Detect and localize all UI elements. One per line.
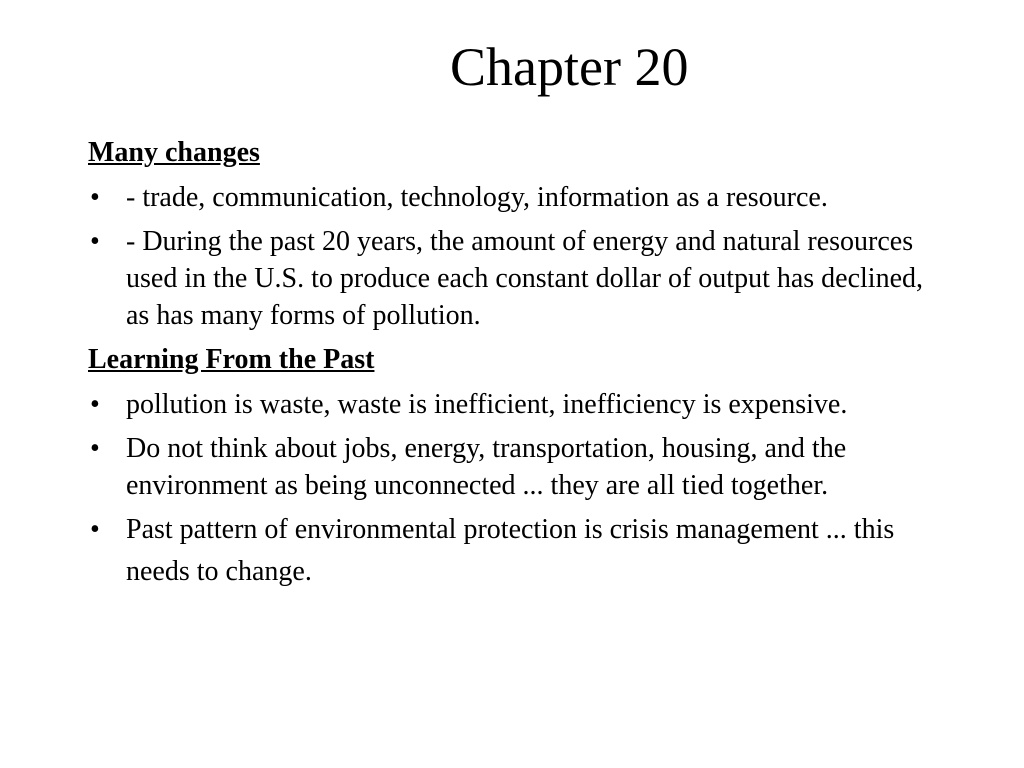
bullet-marker: • <box>90 226 100 257</box>
bullet-marker: • <box>90 182 100 213</box>
section-heading-many-changes: Many changes <box>88 137 260 168</box>
bullet-item <box>88 179 948 216</box>
bullet-item <box>88 509 948 593</box>
bullet-text: Past pattern of environmental protection is crisis management ... this needs to change. <box>126 514 895 587</box>
bullet-item <box>88 430 948 504</box>
bullet-text: - During the past 20 years, the amount of energy and natural resources used in the U.S. to produce each constant dollar of output has declined, as has many forms of pollution. <box>126 226 924 331</box>
bullet-marker: • <box>90 389 100 420</box>
bullet-text: Do not think about jobs, energy, transportation, housing, and the environment as being unconnected ... they are all tied together. <box>126 433 847 501</box>
section-heading-learning-from-the-past: Learning From the Past <box>88 344 375 375</box>
bullet-item <box>88 386 948 423</box>
bullet-text: - trade, communication, technology, information as a resource. <box>126 182 828 213</box>
bullet-text: pollution is waste, waste is inefficient, inefficiency is expensive. <box>126 389 848 420</box>
slide-title: Chapter 20 <box>450 37 689 97</box>
bullet-marker: • <box>90 433 100 464</box>
slide-body <box>88 134 948 600</box>
bullet-marker: • <box>90 514 100 545</box>
bullet-item <box>88 223 948 334</box>
